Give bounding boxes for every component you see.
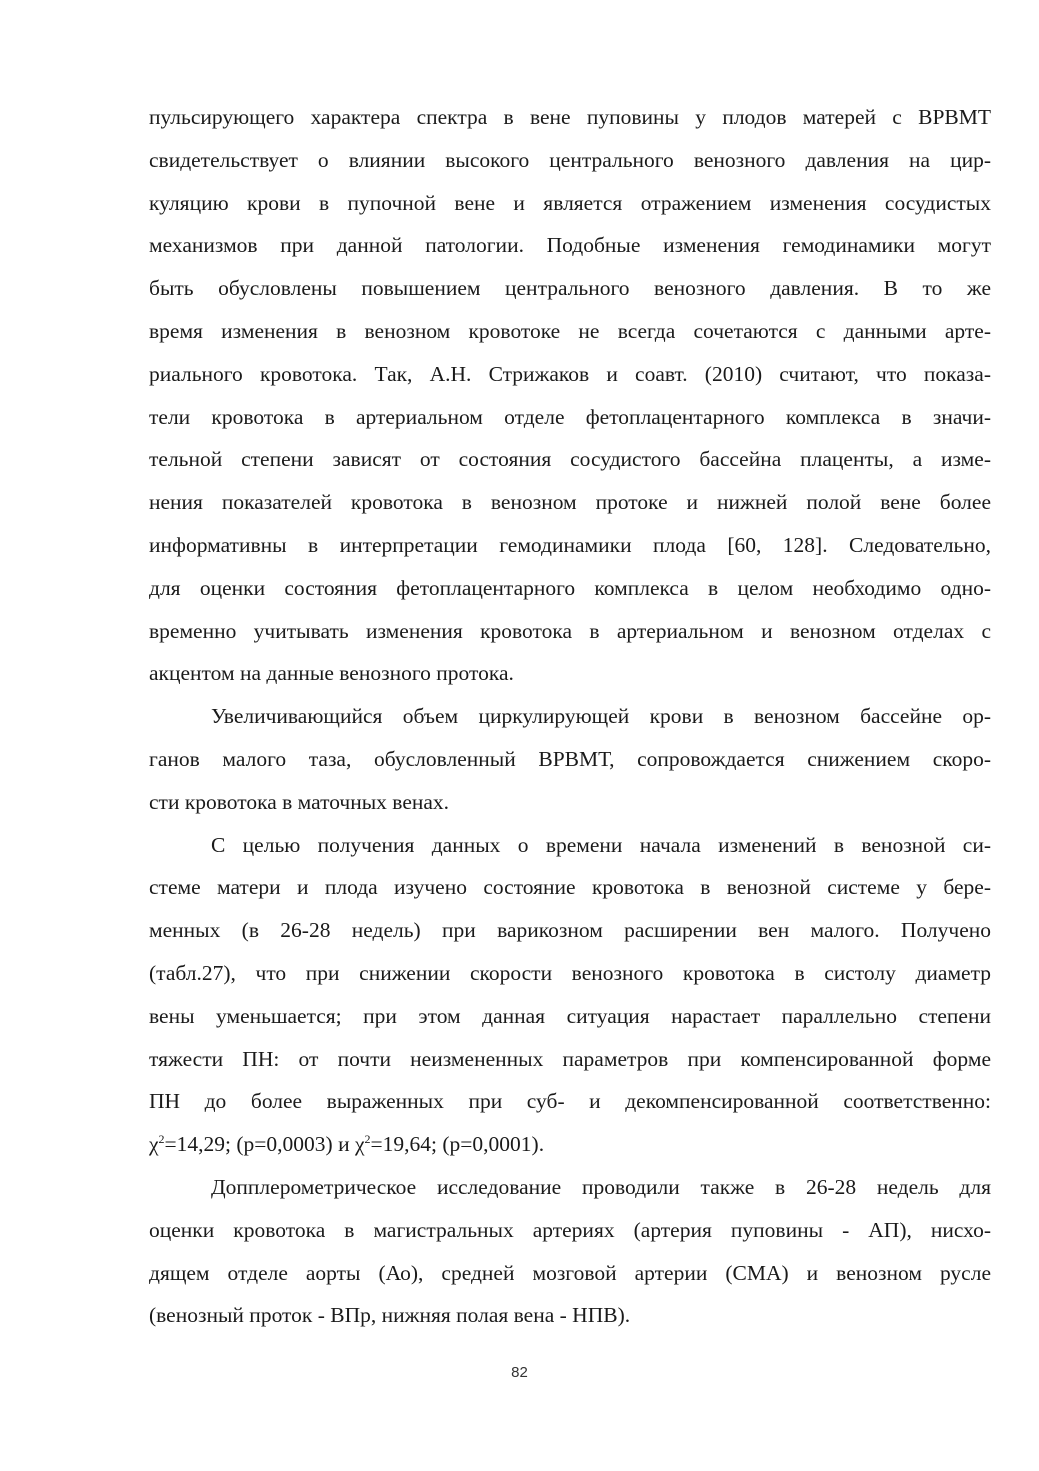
paragraph-4 (149, 1166, 991, 1337)
text-line: механизмов при данной патологии. Подобные изменения гемодинамики могут (149, 233, 991, 258)
text-line: вены уменьшается; при этом данная ситуация нарастает параллельно степени (149, 1003, 991, 1028)
text-line: для оценки состояния фетоплацентарного комплекса в целом необходимо одно- (149, 575, 991, 600)
text-line: Увеличивающийся объем циркулирующей крови в венозном бассейне ор- (211, 704, 991, 729)
text-line: (табл.27), что при снижении скорости венозного кровотока в систолу диаметр (149, 960, 991, 985)
document-body (149, 96, 991, 1337)
text-line: тели кровотока в артериальном отделе фетоплацентарного комплекса в значи- (149, 404, 991, 429)
text-line: нения показателей кровотока в венозном протоке и нижней полой вене более (149, 490, 991, 515)
text-line: тяжести ПН: от почти неизмененных параметров при компенсированной форме (149, 1046, 991, 1071)
page-number: 82 (511, 1364, 528, 1381)
text-line: ПН до более выраженных при суб- и декомпенсированной соответственно: (149, 1089, 991, 1114)
text-line: стеме матери и плода изучено состояние кровотока в венозной системе у бере- (149, 875, 991, 900)
text-line: (венозный проток - ВПр, нижняя полая вена - НПВ). (149, 1303, 631, 1328)
formula-text: =19,64; (р=0,0001). (370, 1132, 545, 1157)
text-line: сти кровотока в маточных венах. (149, 789, 450, 814)
paragraph-3 (149, 824, 991, 1166)
text-line: акцентом на данные венозного протока. (149, 661, 514, 686)
text-line: тельной степени зависят от состояния сосудистого бассейна плаценты, а изме- (149, 447, 991, 472)
text-line: Допплерометрическое исследование проводили также в 26-28 недель для (211, 1174, 991, 1199)
text-line: свидетельствует о влиянии высокого центрального венозного давления на цир- (149, 147, 991, 172)
paragraph-1 (149, 96, 991, 695)
text-line: риального кровотока. Так, А.Н. Стрижаков и соавт. (2010) считают, что показа- (149, 361, 991, 386)
text-line: менных (в 26-28 недель) при варикозном расширении вен малого. Получено (149, 918, 991, 943)
formula-text: =14,29; (р=0,0003) и (164, 1132, 355, 1157)
text-line: информативны в интерпретации гемодинамики плода [60, 128]. Следовательно, (149, 532, 991, 557)
text-line: время изменения в венозном кровотоке не всегда сочетаются с данными арте- (149, 318, 991, 343)
text-line: ганов малого таза, обусловленный ВРВМТ, сопровождается снижением скоро- (149, 746, 991, 771)
paragraph-2 (149, 695, 991, 823)
text-line: дящем отделе аорты (Ао), средней мозговой артерии (СМА) и венозном русле (149, 1260, 991, 1285)
text-line: оценки кровотока в магистральных артериях (артерия пуповины - АП), нисхо- (149, 1217, 991, 1242)
chi-symbol: χ (354, 1132, 365, 1157)
chi-symbol: χ (149, 1132, 159, 1157)
text-line: быть обусловлены повышением центрального венозного давления. В то же (149, 276, 991, 301)
formula-line (149, 1123, 991, 1166)
text-line: пульсирующего характера спектра в вене пуповины у плодов матерей с ВРВМТ (149, 105, 991, 129)
text-line: временно учитывать изменения кровотока в артериальном и венозном отделах с (149, 618, 991, 643)
superscript: 2 (158, 1132, 165, 1147)
text-line: куляцию крови в пупочной вене и является отражением изменения сосудистых (149, 190, 991, 215)
superscript: 2 (364, 1132, 371, 1147)
text-line: С целью получения данных о времени начала изменений в венозной си- (211, 832, 991, 857)
